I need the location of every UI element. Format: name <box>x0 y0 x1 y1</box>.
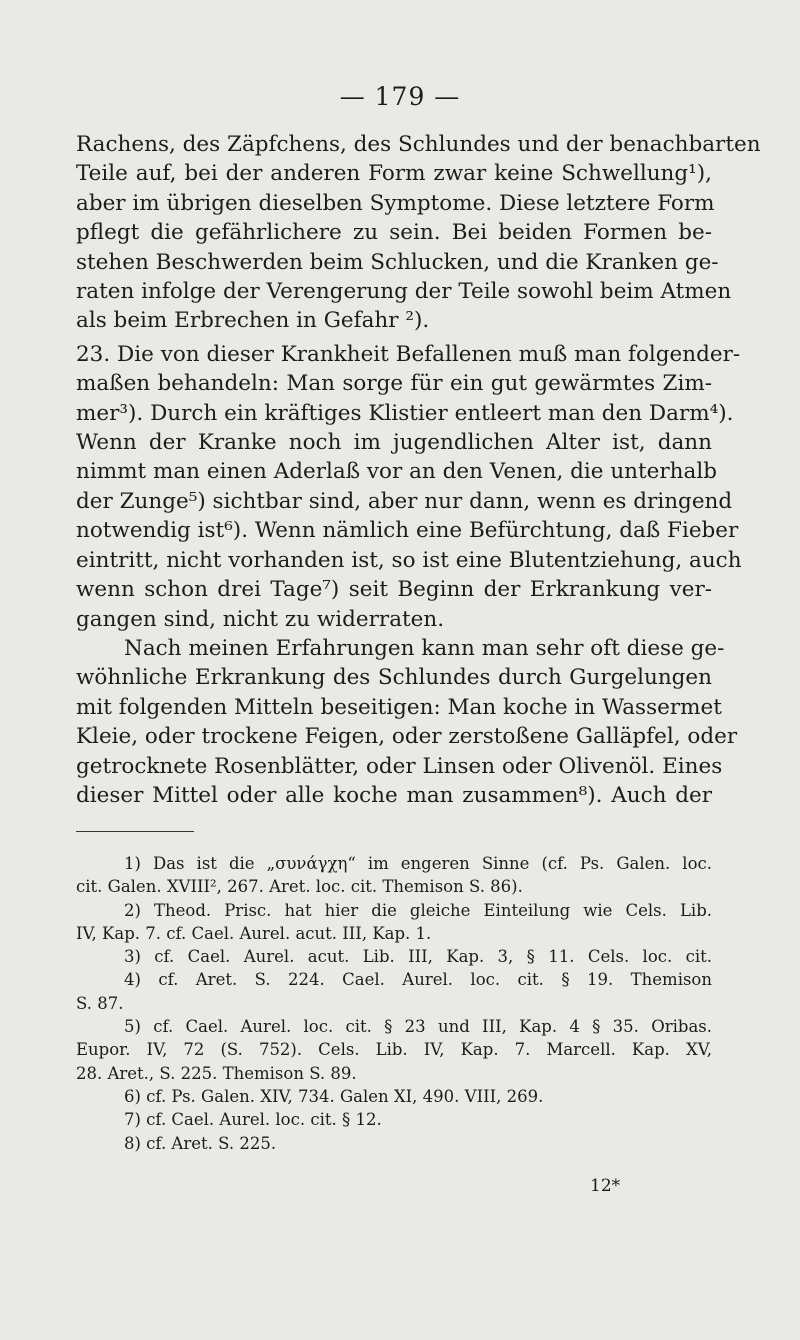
footnote-line: 28. Aret., S. 225. Themison S. 89. <box>76 1063 357 1083</box>
body-line: stehen Beschwerden beim Schlucken, und die Kranken ge- <box>76 249 719 275</box>
body-line: pflegt die gefährlichere zu sein. Bei beiden Formen be- <box>76 220 712 246</box>
footnote-line: 3) cf. Cael. Aurel. acut. Lib. III, Kap. 3, § 11. Cels. loc. cit. <box>124 947 712 967</box>
body-line: Rachens, des Zäpfchens, des Schlundes und der benachbarten <box>76 132 761 157</box>
body-line: der Zunge⁵) sichtbar sind, aber nur dann, wenn es dringend <box>76 488 733 514</box>
footnote-line: 1) Das ist die „συνάγχη“ im engeren Sinne (cf. Ps. Galen. loc. <box>124 854 712 873</box>
body-line: wenn schon drei Tage⁷) seit Beginn der Erkrankung ver- <box>76 577 712 603</box>
footnote-line: 2) Theod. Prisc. hat hier die gleiche Einteilung wie Cels. Lib. <box>124 900 712 920</box>
footnote-line: 4) cf. Aret. S. 224. Cael. Aurel. loc. cit. § 19. Themison <box>124 970 712 990</box>
body-line: 23. Die von dieser Krankheit Befallenen muß man folgender- <box>76 341 741 367</box>
body-line: dieser Mittel oder alle koche man zusammen⁸). Auch der <box>76 782 712 808</box>
body-line: Wenn der Kranke noch im jugendlichen Alter ist, dann <box>76 430 712 456</box>
body-line: wöhnliche Erkrankung des Schlundes durch Gurgelungen <box>76 665 712 691</box>
body-line: gangen sind, nicht zu widerraten. <box>76 606 445 632</box>
footnote-line: 6) cf. Ps. Galen. XIV, 734. Galen XI, 490. VIII, 269. <box>124 1086 544 1106</box>
body-line: eintritt, nicht vorhanden ist, so ist eine Blutentziehung, auch <box>76 547 742 573</box>
page-number: — 179 — <box>339 82 461 111</box>
signature-mark: 12* <box>590 1176 621 1196</box>
body-line: raten infolge der Verengerung der Teile sowohl beim Atmen <box>76 279 732 305</box>
footnote-line: S. 87. <box>76 993 124 1013</box>
body-line: Nach meinen Erfahrungen kann man sehr oft diese ge- <box>124 635 725 661</box>
body-line: Teile auf, bei der anderen Form zwar keine Schwellung¹), <box>76 161 712 187</box>
footnote-line: 8) cf. Aret. S. 225. <box>124 1133 277 1153</box>
footnotes <box>76 852 712 1155</box>
footnote-line: Eupor. IV, 72 (S. 752). Cels. Lib. IV, Kap. 7. Marcell. Kap. XV, <box>76 1040 712 1060</box>
footnote-line: IV, Kap. 7. cf. Cael. Aurel. acut. III, Kap. 1. <box>76 923 432 943</box>
footnote-line: 7) cf. Cael. Aurel. loc. cit. § 12. <box>124 1110 382 1130</box>
body-line: getrocknete Rosenblätter, oder Linsen oder Olivenöl. Eines <box>76 753 723 779</box>
body-line: mit folgenden Mitteln beseitigen: Man koche in Wassermet <box>76 694 722 720</box>
body-line: Kleie, oder trockene Feigen, oder zerstoßene Galläpfel, oder <box>76 724 738 750</box>
footnote-line: 5) cf. Cael. Aurel. loc. cit. § 23 und III, Kap. 4 § 35. Oribas. <box>124 1017 712 1037</box>
body-line: aber im übrigen dieselben Symptome. Diese letztere Form <box>76 190 715 216</box>
body-line: mer³). Durch ein kräftiges Klistier entleert man den Darm⁴). <box>76 400 734 426</box>
body-text <box>76 130 761 810</box>
body-line: nimmt man einen Aderlaß vor an den Venen, die unterhalb <box>76 459 717 485</box>
body-line: als beim Erbrechen in Gefahr ²). <box>76 308 430 334</box>
body-line: maßen behandeln: Man sorge für ein gut gewärmtes Zim- <box>76 371 712 397</box>
body-line: notwendig ist⁶). Wenn nämlich eine Befürchtung, daß Fieber <box>76 518 739 544</box>
footnote-divider <box>76 831 194 832</box>
footnote-line: cit. Galen. XVIII², 267. Aret. loc. cit. Themison S. 86). <box>76 877 523 897</box>
